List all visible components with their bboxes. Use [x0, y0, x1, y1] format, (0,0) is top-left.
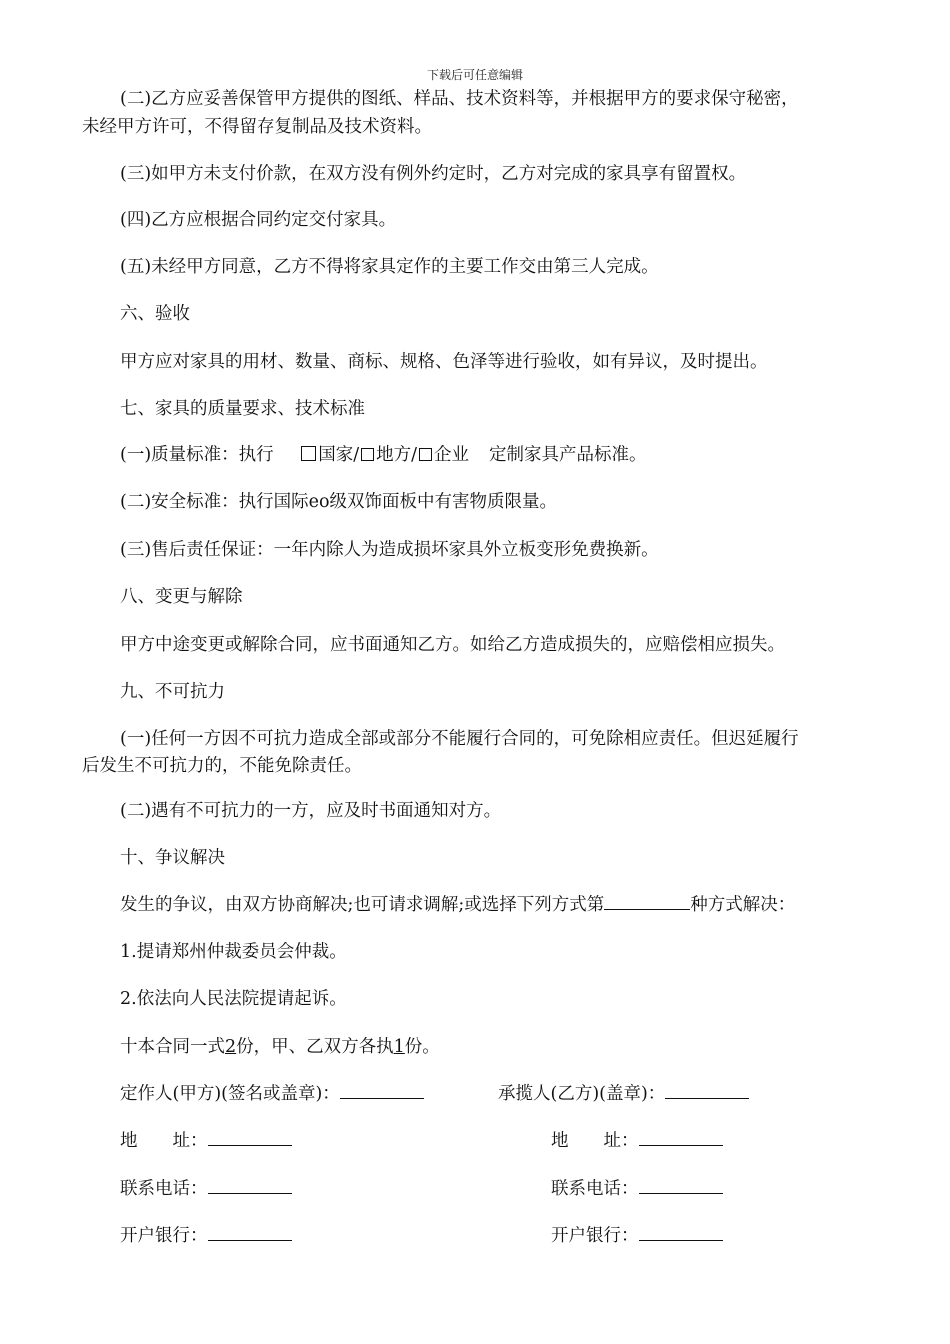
bank-label-b: 开户银行：	[551, 1226, 639, 1246]
section-6-heading: 六、验收	[120, 304, 190, 324]
dispute-resolution-line	[82, 891, 862, 919]
page-header: 下载后可任意编辑	[426, 68, 523, 82]
force-majeure-2: (二)遇有不可抗力的一方，应及时书面通知对方。	[120, 801, 502, 821]
force-majeure-1-line2: 后发生不可抗力的，不能免除责任。	[82, 756, 362, 776]
copies-mid: 份，甲、乙双方各执	[236, 1037, 394, 1057]
phone-blank-b[interactable]	[639, 1175, 723, 1194]
checkbox-local[interactable]	[361, 448, 374, 461]
bank-blank-a[interactable]	[208, 1222, 292, 1241]
section-7-heading: 七、家具的质量要求、技术标准	[120, 399, 365, 419]
section-9-heading: 九、不可抗力	[120, 682, 225, 702]
option-national: 国家/	[318, 445, 360, 465]
change-termination-text: 甲方中途变更或解除合同，应书面通知乙方。如给乙方造成损失的，应赔偿相应损失。	[120, 635, 785, 655]
after-sales-guarantee: (三)售后责任保证：一年内除人为造成损坏家具外立板变形免费换新。	[120, 540, 659, 560]
party-b-blank[interactable]	[665, 1080, 749, 1099]
party-a-label: 定作人(甲方)(签名或盖章)：	[120, 1084, 340, 1104]
quality-standard-suffix: 定制家具产品标准。	[489, 445, 647, 465]
party-b-bank	[551, 1222, 801, 1250]
quality-standard-prefix: (一)质量标准：执行	[120, 445, 274, 465]
section-8-heading: 八、变更与解除	[120, 587, 243, 607]
clause-2-line2: 未经甲方许可，不得留存复制品及技术资料。	[82, 117, 432, 137]
force-majeure-1-line1: (一)任何一方因不可抗力造成全部或部分不能履行合同的，可免除相应责任。但迟延履行	[120, 729, 799, 749]
party-b-signature	[498, 1080, 798, 1108]
litigation-option: 2.依法向人民法院提请起诉。	[120, 989, 347, 1009]
dispute-method-blank[interactable]	[604, 891, 690, 910]
bank-blank-b[interactable]	[639, 1222, 723, 1241]
clause-5: (五)未经甲方同意，乙方不得将家具定作的主要工作交由第三人完成。	[120, 257, 659, 277]
dispute-suffix: 种方式解决：	[690, 895, 796, 915]
party-b-phone	[551, 1175, 801, 1203]
phone-label-b: 联系电话：	[551, 1179, 639, 1199]
phone-label-a: 联系电话：	[120, 1179, 208, 1199]
option-local: 地方/	[376, 445, 418, 465]
party-b-label: 承揽人(乙方)(盖章)：	[498, 1084, 666, 1104]
address-blank-b[interactable]	[639, 1127, 723, 1146]
party-a-blank[interactable]	[340, 1080, 424, 1099]
party-a-phone	[120, 1175, 420, 1203]
clause-3: (三)如甲方未支付价款，在双方没有例外约定时，乙方对完成的家具享有留置权。	[120, 164, 747, 184]
address-label-b: 地 址：	[551, 1131, 639, 1151]
safety-standard: (二)安全标准：执行国际eo级双饰面板中有害物质限量。	[120, 492, 558, 512]
phone-blank-a[interactable]	[208, 1175, 292, 1194]
dispute-prefix: 发生的争议，由双方协商解决;也可请求调解;或选择下列方式第	[120, 895, 605, 915]
quality-standard-line	[82, 441, 862, 469]
clause-4: (四)乙方应根据合同约定交付家具。	[120, 210, 397, 230]
copies-each: 1	[393, 1037, 405, 1057]
arbitration-option: 1.提请郑州仲裁委员会仲裁。	[120, 942, 347, 962]
address-label-a: 地 址：	[120, 1131, 208, 1151]
clause-2-line1: (二)乙方应妥善保管甲方提供的图纸、样品、技术资料等，并根据甲方的要求保守秘密，	[120, 89, 799, 109]
copies-prefix: 十本合同一式	[120, 1037, 225, 1057]
party-b-address	[551, 1127, 801, 1155]
bank-label-a: 开户银行：	[120, 1226, 208, 1246]
acceptance-text: 甲方应对家具的用材、数量、商标、规格、色泽等进行验收，如有异议，及时提出。	[120, 352, 768, 372]
address-blank-a[interactable]	[208, 1127, 292, 1146]
copies-suffix: 份。	[404, 1037, 440, 1057]
checkbox-national[interactable]	[301, 446, 316, 461]
checkbox-enterprise[interactable]	[419, 448, 432, 461]
party-a-signature	[120, 1080, 460, 1108]
copies-line	[82, 1033, 862, 1061]
party-a-address	[120, 1127, 420, 1155]
section-10-heading: 十、争议解决	[120, 848, 225, 868]
copies-total: 2	[225, 1037, 237, 1057]
option-enterprise: 企业	[434, 445, 470, 465]
party-a-bank	[120, 1222, 420, 1250]
